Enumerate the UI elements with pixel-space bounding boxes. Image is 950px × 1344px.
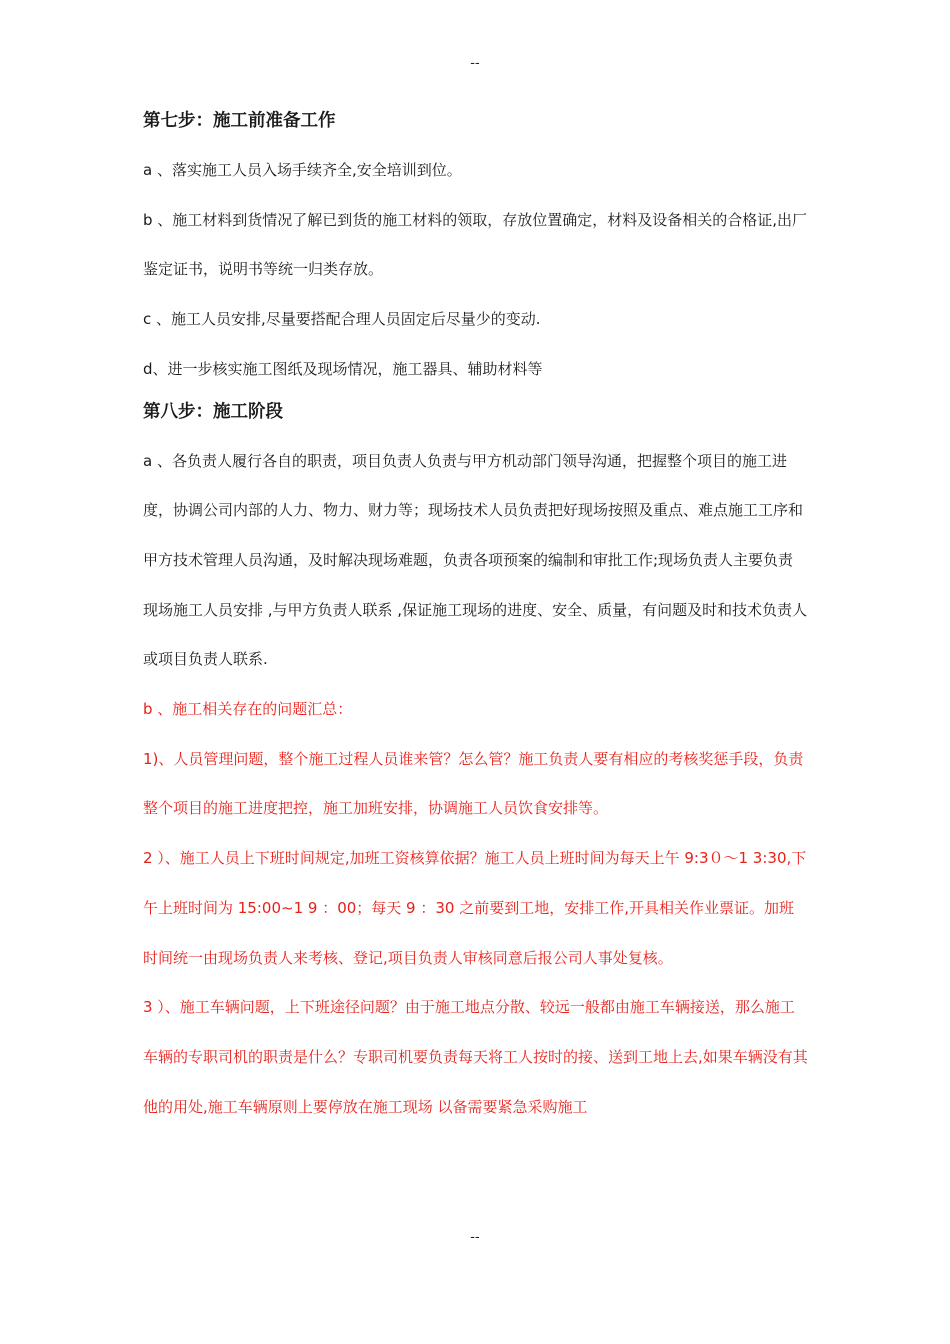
paragraph-8a: a 、各负责人履行各自的职责，项目负责人负责与甲方机动部门领导沟通，把握整个项目的施工进度，协调公司内部的人力、物力、财力等；现场技术人员负责把好现场按照及重点、难点施工工序和甲方技术管理人员沟通，及时解决现场难题，负责各项预案的编制和审批工作;现场负责人主要负责现场施工人员安排 ,与甲方负责人联系 ,保证施工现场的进度、安全、质量，有问题及时和技术负责人或项目负责人联系.	[143, 451, 808, 669]
paragraph-7a: a 、落实施工人员入场手续齐全,安全培训到位。	[143, 161, 462, 179]
page-marker-top: --	[470, 56, 480, 71]
issue-3-red: 3 ）、施工车辆问题，上下班途径问题？由于施工地点分散、较远一般都由施工车辆接送，那么施工车辆的专职司机的职责是什么？专职司机要负责每天将工人按时的接、送到工地上去,如果车辆没有其他的用处,施工车辆原则上要停放在施工现场 以备需要紧急采购施工	[143, 998, 808, 1116]
paragraph-7b: b 、施工材料到货情况了解已到货的施工材料的领取，存放位置确定，材料及设备相关的合格证,出厂鉴定证书，说明书等统一归类存放。	[143, 210, 808, 279]
issue-1-red: 1)、人员管理问题，整个施工过程人员谁来管？怎么管？施工负责人要有相应的考核奖惩手段，负责整个项目的施工进度把控，施工加班安排，协调施工人员饮食安排等。	[143, 749, 804, 818]
paragraph-8b-red: b 、施工相关存在的问题汇总：	[143, 700, 353, 719]
section-heading-step-8: 第八步：施工阶段	[143, 401, 283, 422]
document-body	[143, 104, 808, 1132]
paragraph-7d: d、进一步核实施工图纸及现场情况，施工器具、辅助材料等	[143, 359, 543, 378]
page-marker-bottom: --	[470, 1230, 480, 1245]
section-heading-step-7: 第七步：施工前准备工作	[143, 111, 336, 131]
issue-2-red: 2 ）、施工人员上下班时间规定,加班工资核算依据？施工人员上班时间为每天上午 9:3０～1 3:30,下午上班时间为 15:00~1 9 ：00；每天 9 ：30 之前要到工地，安排工作,开具相关作业票证。加班时间统一由现场负责人来考核、登记,项目负责人审核同意后报公司人事处复核。	[143, 849, 807, 967]
paragraph-7c: c 、施工人员安排,尽量要搭配合理人员固定后尽量少的变动.	[143, 310, 541, 329]
